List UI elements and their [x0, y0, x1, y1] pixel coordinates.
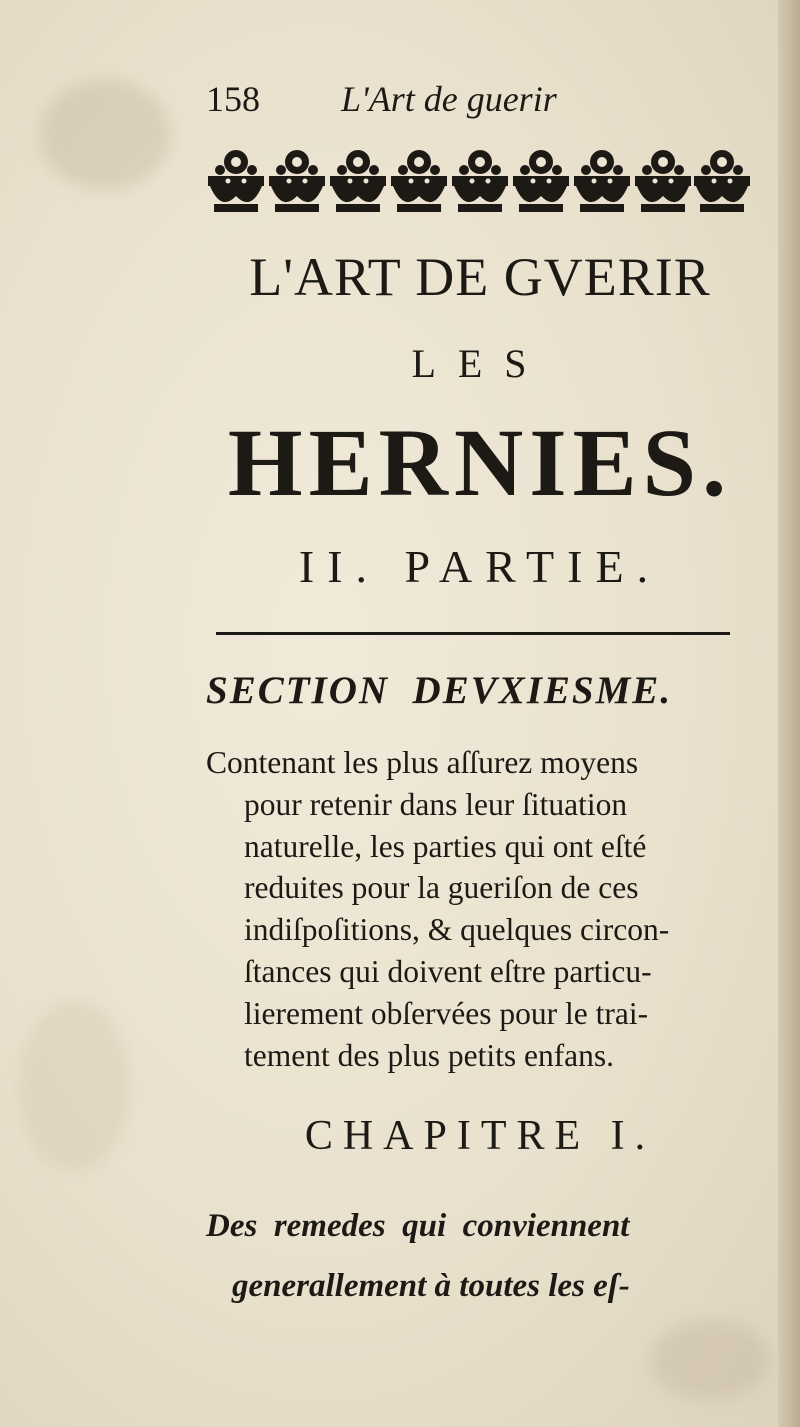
- chapter-title-line: Des remedes qui conviennent: [206, 1208, 630, 1244]
- paper-stain: [20, 1000, 130, 1170]
- title-partie: II. PARTIE.: [298, 541, 662, 592]
- page-number: 158: [206, 79, 260, 119]
- chapter-title: [206, 1196, 766, 1316]
- summary-line: lierement obſervées pour le trai-: [244, 995, 649, 1031]
- summary-line: pour retenir dans leur ſituation: [244, 786, 628, 822]
- section-heading: SECTION DEVXIESME.: [206, 669, 673, 712]
- summary-line: ſtances qui doivent eſtre particu-: [244, 953, 652, 989]
- page-edge: [778, 0, 800, 1427]
- running-title: L'Art de guerir: [341, 79, 557, 119]
- chapter-heading: CHAPITRE I.: [304, 1113, 656, 1159]
- summary-line: indiſpoſitions, & quelques circon-: [244, 912, 670, 948]
- paper-stain: [40, 80, 170, 190]
- running-head: [206, 78, 666, 122]
- summary-line: Contenant les plus aſſurez moyens: [206, 745, 639, 780]
- section-summary: [206, 742, 766, 1076]
- chapter-title-line: generallement à toutes les eſ-: [232, 1268, 630, 1304]
- title-hernies: HERNIES.: [227, 409, 733, 516]
- summary-line: tement des plus petits enfans.: [244, 1037, 615, 1073]
- summary-line: naturelle, les parties qui ont eſté: [244, 828, 647, 864]
- summary-line: reduites pour la gueriſon de ces: [244, 870, 639, 906]
- main-title: L'ART DE GVERIR: [249, 247, 711, 307]
- title-les: LES: [411, 341, 549, 386]
- fleuron-border-icon: [206, 148, 751, 216]
- horizontal-rule: [216, 632, 730, 635]
- paper-stain: [650, 1320, 770, 1400]
